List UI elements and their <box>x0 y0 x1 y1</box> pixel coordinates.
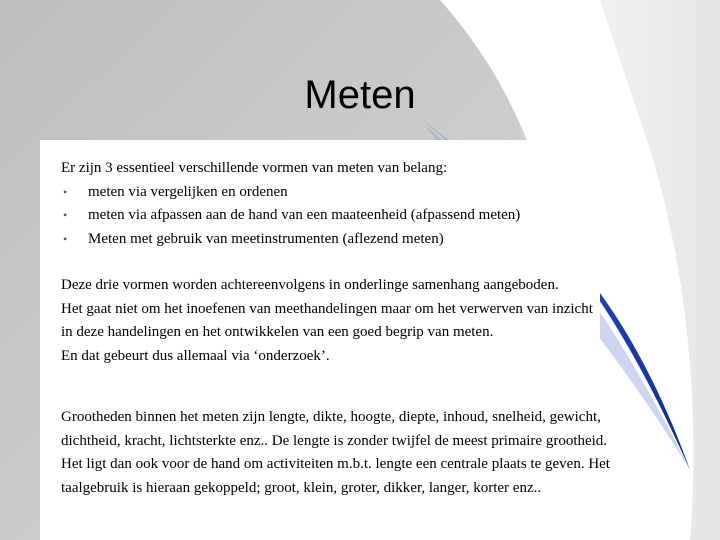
paragraph-2 <box>61 406 701 500</box>
bullet-text: meten via afpassen aan de hand van een maateenheid (afpassend meten) <box>88 207 521 223</box>
bullet-item <box>61 204 701 228</box>
bullet-text: meten via vergelijken en ordenen <box>88 183 288 200</box>
bullet-dot-icon: • <box>63 208 68 222</box>
bullet-text: Meten met gebruik van meetinstrumenten (aflezend meten) <box>88 230 444 247</box>
paragraph-line: Het gaat niet om het inoefenen van meethandelingen maar om het verwerven van inzicht <box>61 300 593 317</box>
paragraph-line: Het ligt dan ook voor de hand om activiteiten m.b.t. lengte een centrale plaats te geven. Het <box>61 456 610 472</box>
paragraph-line: in deze handelingen en het ontwikkelen van een goed begrip van meten. <box>61 324 494 340</box>
paragraph-line: En dat gebeurt dus allemaal via ‘onderzoek’. <box>61 347 330 364</box>
bullet-dot-icon: • <box>63 231 68 246</box>
page-title <box>0 70 720 120</box>
slide-body <box>61 157 701 500</box>
paragraph-line: taalgebruik is hieraan gekoppeld; groot, klein, groter, dikker, langer, korter enz.. <box>61 479 542 496</box>
intro-text: Er zijn 3 essentieel verschillende vormen van meten van belang: <box>61 160 448 176</box>
bullet-item <box>61 228 701 252</box>
paragraph-line: Deze drie vormen worden achtereenvolgens in onderlinge samenhang aangeboden. <box>61 277 559 293</box>
bullet-dot-icon: • <box>63 184 68 199</box>
paragraph-line: dichtheid, kracht, lichtsterkte enz.. De lengte is zonder twijfel de meest primaire grootheid. <box>61 432 608 449</box>
title-text: Meten <box>304 73 416 117</box>
bullet-item <box>61 181 701 205</box>
paragraph-line: Grootheden binnen het meten zijn lengte, dikte, hoogte, diepte, inhoud, snelheid, gewicht, <box>61 409 601 425</box>
paragraph-1 <box>61 274 701 368</box>
